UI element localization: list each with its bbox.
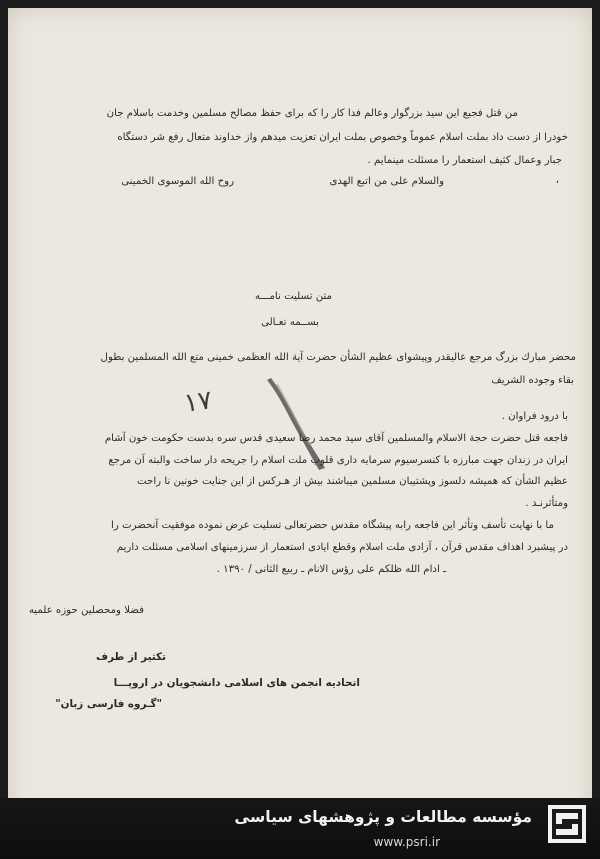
signature: روح الله الموسوى الخمينى xyxy=(121,176,234,187)
body-line7: ـ ادام الله ظلكم على رؤس الانام ـ ربيع الثانى / ١٣٩٠ . xyxy=(216,564,446,575)
body-line2: ايران در زندان جهت مبارزه با كنسرسيوم سرمايه دارى قلوب ملت اسلام را جريحه دار ساخت والبته آن مرجع xyxy=(108,455,568,466)
body-line3: عظيم الشأن كه هميشه دلسوز وپشتيبان مسلمين ميباشند بيش از هـركس از اين جنايت خونين نا راحت xyxy=(137,476,568,487)
institute-logo-icon xyxy=(547,804,587,844)
handwritten-number: ۱۷ xyxy=(182,385,214,419)
address-line2: بقاء وجوده الشريف xyxy=(491,375,574,386)
condolence-heading: متن تسليت نامـــه xyxy=(255,291,332,302)
body-line1: فاجعه قتل حضرت حجة الاسلام والمسلمين آقاى سيد محمد رضا سعيدى قدس سره بدست حكومت خون آشام xyxy=(104,433,568,444)
copy-line3: "گـروه فارسى زبان" xyxy=(55,698,162,710)
body-line5: ما با نهايت تأسف وتأثر اين فاجعه رابه پيشگاه مقدس حضرتعالى تسليت عرض نموده موفقيت آنحضرت را xyxy=(110,520,554,531)
paragraph1-line2: خودرا از دست داد بملت اسلام عموماً وخصوص بملت ايران تعزيت ميدهم واز خداوند متعال رفع شر دستگاه xyxy=(117,132,568,143)
closing-salutation: والسلام على من اتبع الهدى xyxy=(329,176,444,187)
address-line1: محضر مبارك بزرگ مرجع عاليقدر وپيشواى عظيم الشأن حضرت آية الله العظمى خمينى متع الله المسلمين بطول xyxy=(100,352,576,363)
copy-line1: تكثير از طرف xyxy=(96,651,166,663)
margin-dot: ، xyxy=(555,175,559,186)
paragraph1-line3: جبار وعمال كثيف استعمار را مسئلت مينمايم . xyxy=(367,155,562,166)
signers: فضلا ومحصلين حوزه علميه xyxy=(28,605,144,616)
greeting: با درود فراوان . xyxy=(501,411,568,422)
copy-line2: اتحاديه انجمن هاى اسلامى دانشجويان در اروپـــا xyxy=(113,677,360,689)
body-line4: ومتأثرنـد . xyxy=(525,498,568,509)
bismillah: بســمه تعـالى xyxy=(261,317,319,328)
body-line6: در پيشبرد اهداف مقدس قرآن ، آزادى ملت اسلام وقطع ايادى استعمار از سرزمينهاى اسلامى مسئلت داريم xyxy=(116,542,568,553)
watermark-url: www.psri.ir xyxy=(373,835,440,849)
watermark-title: مؤسسه مطالعات و پژوهشهای سیاسی xyxy=(234,808,532,826)
document-page xyxy=(8,8,592,851)
paragraph1-line1: من قتل فجيع اين سيد بزرگوار وعالم فدا كار را كه براى حفظ مصالح مسلمين وخدمت باسلام جان xyxy=(106,108,518,119)
